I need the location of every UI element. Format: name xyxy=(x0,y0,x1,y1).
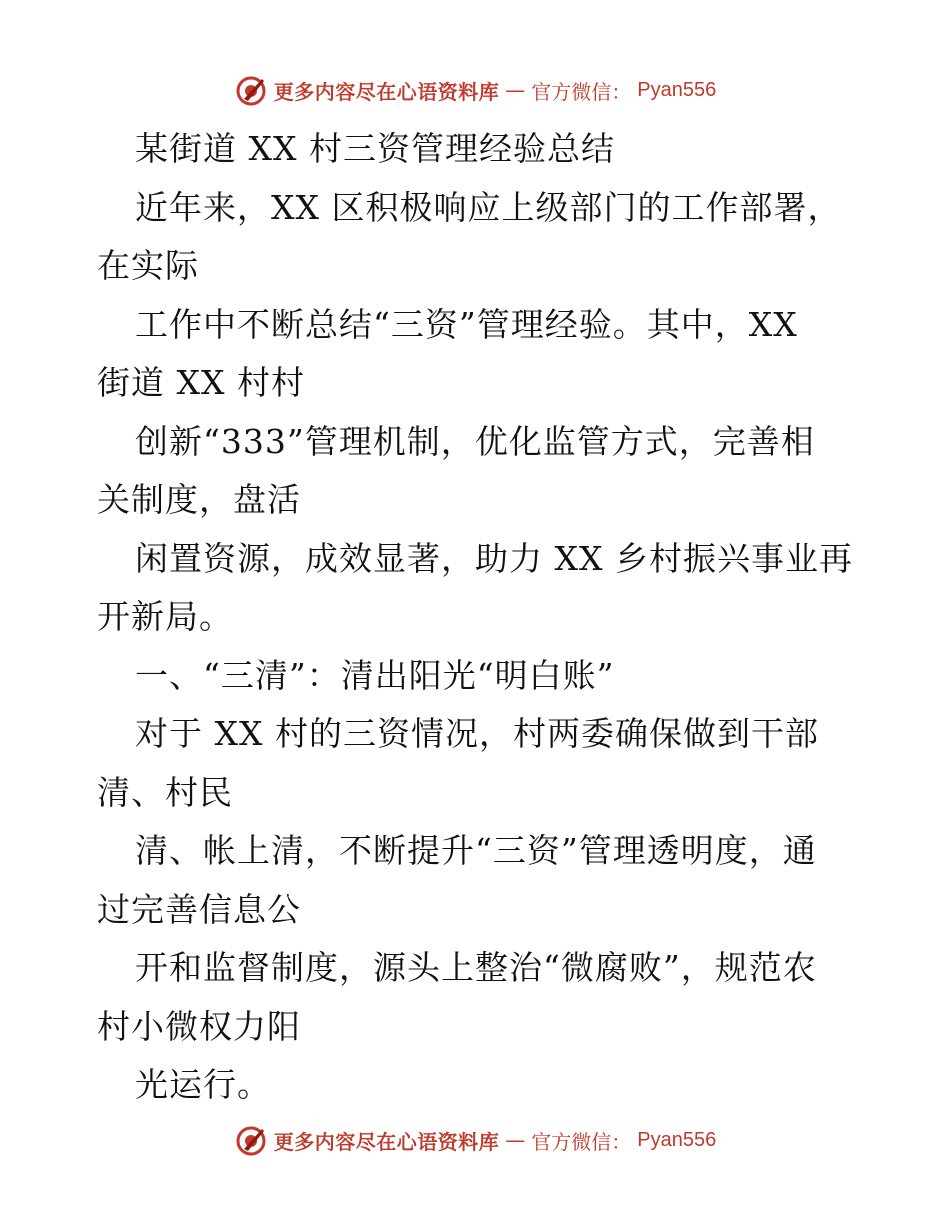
text-line: 闲置资源，成效显著，助力 XX 乡村振兴事业再 xyxy=(135,538,853,578)
text-line: 光运行。 xyxy=(135,1065,271,1104)
watermark-text: 更多内容尽在心语资料库 xyxy=(273,1129,500,1154)
text-line: 某街道 XX 村三资管理经验总结 xyxy=(135,129,615,168)
watermark-id: Pyan556 xyxy=(637,78,717,101)
watermark-footer xyxy=(0,1120,950,1160)
text-line: 在实际 xyxy=(97,246,199,285)
text-line: 创新“333”管理机制，优化监管方式，完善相 xyxy=(135,421,815,461)
text-line: 关制度，盘活 xyxy=(97,480,301,519)
text-line: 开和监督制度，源头上整治“微腐败”，规范农 xyxy=(135,948,817,987)
watermark-dash: — xyxy=(505,78,526,102)
text-line: 清、村民 xyxy=(97,772,233,812)
watermark-sub: 官方微信： xyxy=(531,1129,632,1154)
text-line: 对于 XX 村的三资情况，村两委确保做到干部 xyxy=(135,714,819,753)
text-line: 近年来，XX 区积极响应上级部门的工作部署， xyxy=(135,187,842,227)
text-line: 开新局。 xyxy=(97,597,233,636)
text-line: 街道 XX 村村 xyxy=(97,363,305,402)
watermark-sub: 官方微信： xyxy=(531,79,632,104)
document-body xyxy=(97,120,877,1115)
watermark-header xyxy=(0,70,950,110)
text-line: 村小微权力阳 xyxy=(97,1006,301,1046)
watermark-dash: — xyxy=(505,1128,526,1152)
text-line: 一、“三清”：清出阳光“明白账” xyxy=(135,655,615,695)
text-line: 过完善信息公 xyxy=(97,889,301,929)
text-line: 工作中不断总结“三资”管理经验。其中，XX xyxy=(135,304,798,344)
text-line: 清、帐上清，不断提升“三资”管理透明度，通 xyxy=(135,831,817,870)
watermark-id: Pyan556 xyxy=(637,1128,717,1151)
watermark-text: 更多内容尽在心语资料库 xyxy=(273,79,500,104)
quill-logo-icon xyxy=(234,1123,268,1157)
quill-logo-icon xyxy=(234,73,268,107)
